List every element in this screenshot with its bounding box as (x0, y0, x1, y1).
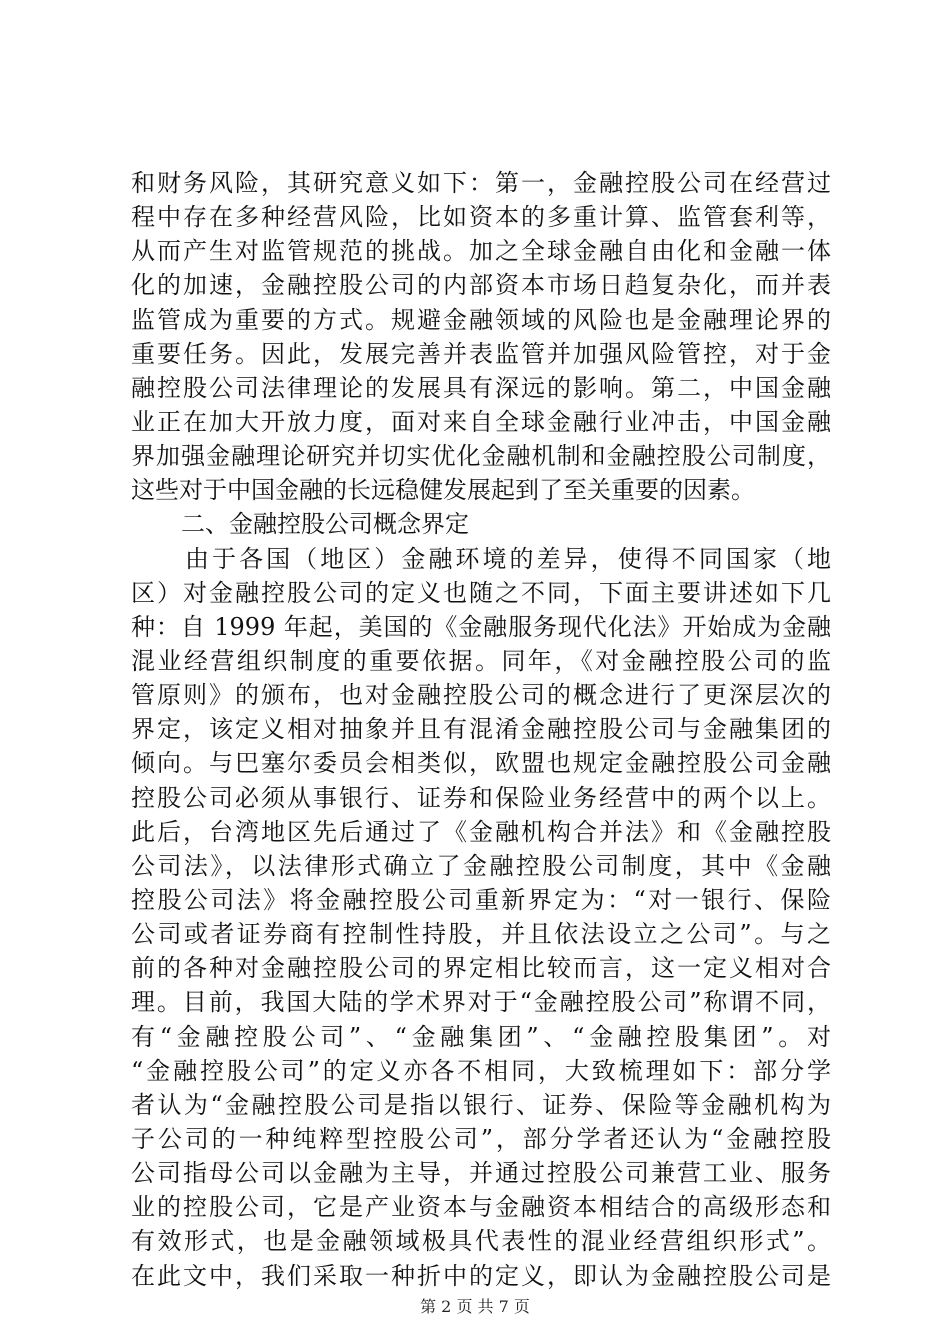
text-line: 控股公司必须从事银行、证券和保险业务经营中的两个以上。 (131, 783, 831, 812)
text-line: 和财务风险，其研究意义如下：第一，金融控股公司在经营过 (131, 169, 831, 197)
body-text (131, 166, 831, 1293)
text-line: 有“金融控股公司”、“金融集团”、“金融控股集团”。对 (131, 1022, 831, 1051)
text-line: 区）对金融控股公司的定义也随之不同，下面主要讲述如下几 (131, 578, 831, 607)
text-line: 监管成为重要的方式。规避金融领域的风险也是金融理论界的 (131, 305, 831, 334)
text-line: 公司或者证券商有控制性持股，并且依法设立之公司”。与之 (131, 920, 831, 949)
text-line: 倾向。与巴塞尔委员会相类似，欧盟也规定金融控股公司金融 (131, 749, 831, 778)
text-line: 在此文中，我们采取一种折中的定义，即认为金融控股公司是 (131, 1261, 831, 1290)
text-line: 程中存在多种经营风险，比如资本的多重计算、监管套利等， (131, 203, 831, 232)
text-line: 公司法》，以法律形式确立了金融控股公司制度，其中《金融 (131, 851, 831, 880)
text-line: 化的加速，金融控股公司的内部资本市场日趋复杂化，而并表 (131, 271, 831, 300)
text-line: 者认为“金融控股公司是指以银行、证券、保险等金融机构为 (131, 1090, 831, 1119)
text-line: 界加强金融理论研究并切实优化金融机制和金融控股公司制度， (131, 442, 831, 471)
text-line: 重要任务。因此，发展完善并表监管并加强风险管控，对于金 (131, 339, 831, 368)
page-footer: 第 2 页 共 7 页 (420, 1297, 530, 1316)
section-heading: 二、金融控股公司概念界定 (181, 510, 469, 539)
text-line: 融控股公司法律理论的发展具有深远的影响。第二，中国金融 (131, 373, 831, 402)
text-line: “金融控股公司”的定义亦各不相同，大致梳理如下：部分学 (131, 1056, 831, 1085)
text-line: 种：自 1999 年起，美国的《金融服务现代化法》开始成为金融 (131, 612, 831, 641)
text-line: 这些对于中国金融的长远稳健发展起到了至关重要的因素。 (131, 476, 755, 505)
text-line: 有效形式，也是金融领域极具代表性的混业经营组织形式”。 (131, 1227, 831, 1256)
text-line: 此后，台湾地区先后通过了《金融机构合并法》和《金融控股 (131, 817, 831, 846)
text-line: 业正在加大开放力度，面对来自全球金融行业冲击，中国金融 (131, 407, 831, 436)
text-line: 由于各国（地区）金融环境的差异，使得不同国家（地 (185, 544, 831, 573)
text-line: 业的控股公司，它是产业资本与金融资本相结合的高级形态和 (131, 1193, 831, 1222)
text-line: 公司指母公司以金融为主导，并通过控股公司兼营工业、服务 (131, 1159, 831, 1188)
text-line: 界定，该定义相对抽象并且有混淆金融控股公司与金融集团的 (131, 715, 831, 744)
text-line: 混业经营组织制度的重要依据。同年，《对金融控股公司的监 (131, 646, 831, 675)
text-line: 子公司的一种纯粹型控股公司”，部分学者还认为“金融控股 (131, 1124, 831, 1153)
text-line: 从而产生对监管规范的挑战。加之全球金融自由化和金融一体 (131, 237, 831, 266)
text-line: 理。目前，我国大陆的学术界对于“金融控股公司”称谓不同， (131, 988, 831, 1017)
text-line: 前的各种对金融控股公司的界定相比较而言，这一定义相对合 (131, 954, 831, 983)
text-line: 管原则》的颁布，也对金融控股公司的概念进行了更深层次的 (131, 681, 831, 710)
text-line: 控股公司法》将金融控股公司重新界定为：“对一银行、保险 (131, 885, 831, 914)
